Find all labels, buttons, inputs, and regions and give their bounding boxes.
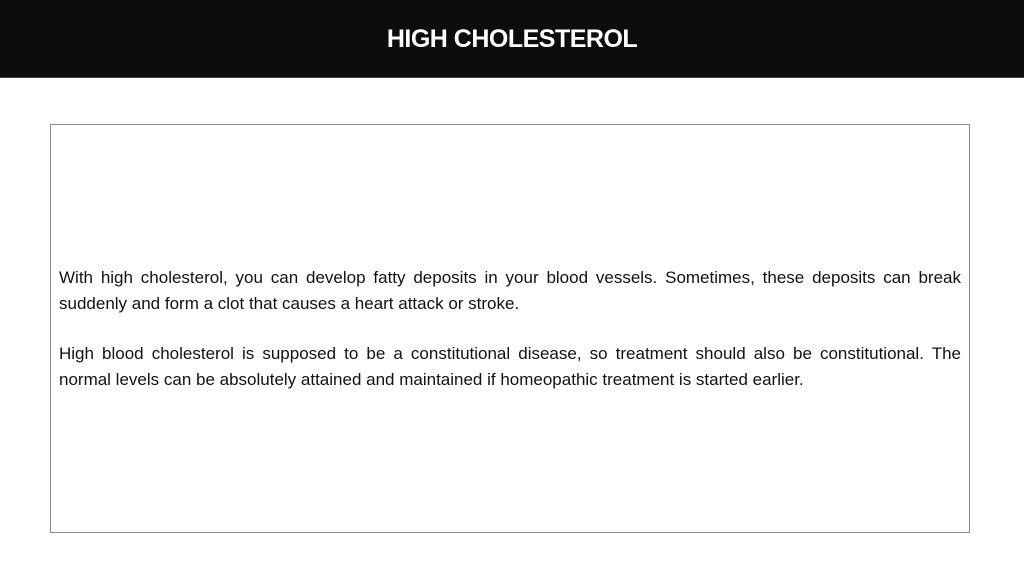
title-bar	[0, 0, 1024, 78]
paragraph-2: High blood cholesterol is supposed to be a constitutional disease, so treatment should also be constitutional. The normal levels can be absolutely attained and maintained if homeopathic treatment is started earlier.	[59, 343, 961, 389]
slide-title: HIGH CHOLESTEROL	[386, 25, 638, 53]
paragraph-1: With high cholesterol, you can develop fatty deposits in your blood vessels. Sometimes, these deposits can break suddenly and form a clot that causes a heart attack or stroke.	[59, 267, 961, 313]
content-box	[50, 124, 970, 533]
